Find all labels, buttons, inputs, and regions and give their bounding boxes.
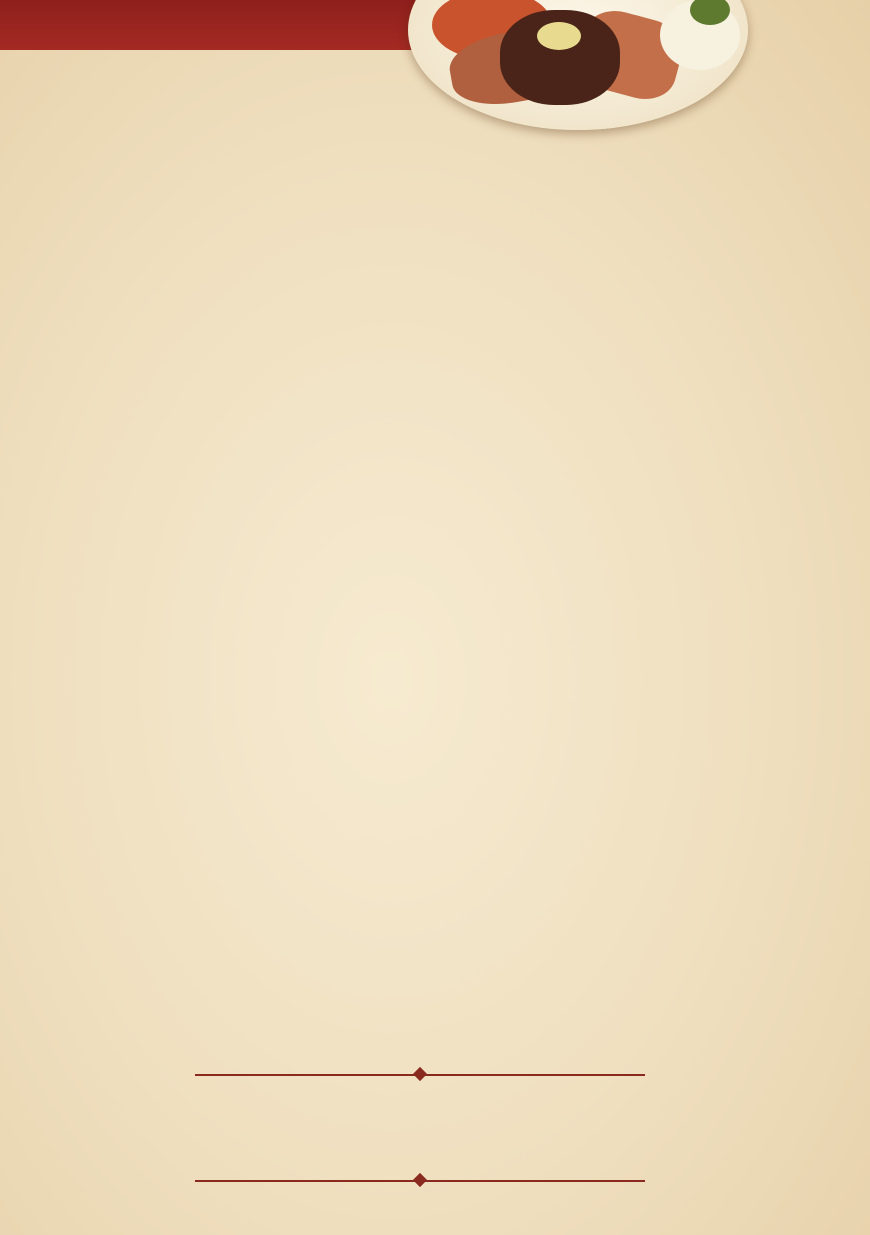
footer-line-2 (0, 1137, 870, 1158)
